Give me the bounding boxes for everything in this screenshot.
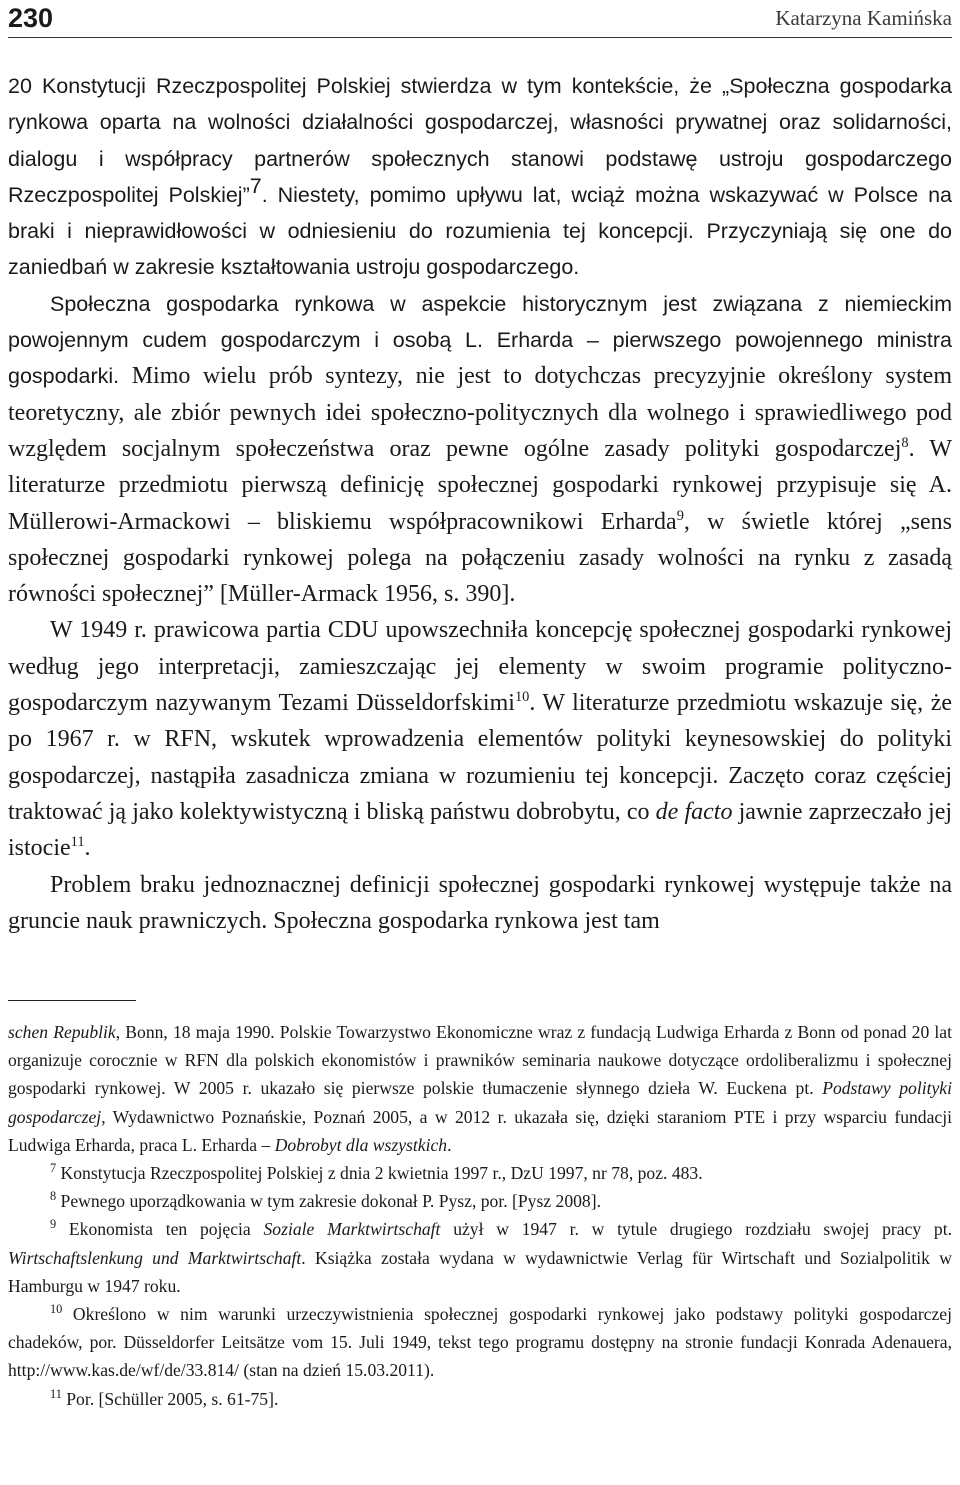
paragraph-2-text-cont2: . W literaturze przedmiotu pierwszą definicję społecznej gospodarki rynkowej przypisuje się A. Müllerowi-Armackowi – bliskiemu współpracownikowi Erharda [8,435,953,535]
footnote-9-text-2: użył w 1947 r. w tytule drugiego rozdziału swojej pracy pt. [440,1219,952,1240]
footnote-9-italic-2: Wirtschaftslenkung und Marktwirtschaft [8,1247,302,1268]
footnote-11-number: 11 [50,1386,62,1401]
footnote-ref-8[interactable]: 8 [901,434,909,451]
footnote-cont-italic-1: schen Republik [8,1022,116,1042]
paragraph-2-text-cont3: , w świetle której „sens społecznej gospodarki rynkowej polega na połączeniu zasady wolności na rynku z zasadą równości społecznej” [Müller-Armack 1956, s. 390]. [8,508,952,608]
paragraph-4-text: Problem braku jednoznacznej definicji społecznej gospodarki rynkowej występuje także na gruncie nauk prawniczych. Społeczna gospodarka rynkowa jest tam [8,871,952,934]
footnote-ref-11[interactable]: 11 [70,834,85,851]
footnote-7-number: 7 [50,1161,57,1176]
paragraph-2 [8,286,952,613]
footnote-9-text-3: . Książka została wydana w wydawnictwie Verlag für Wirtschaft und Sozialpolitik w Hamburgu w 1947 roku. [8,1247,952,1296]
header-rule [8,37,952,38]
paragraph-3-text-cont: . W literaturze przedmiotu wskazuje się, że po 1967 r. w RFN, wskutek wprowadzenia elementów polityki keynesowskiej do polityki gospodarczej, nastąpiła zasadnicza zmiana w rozumieniu tej koncepcji. Zaczęto coraz częściej traktować ją jako kolektywistyczną i bliską państwu dobrobytu, co [8,690,952,825]
paragraph-3 [8,612,952,866]
footnote-10 [8,1300,952,1385]
footnote-9-text-1: Ekonomista ten pojęcia [56,1219,264,1240]
footnote-cont-text-1: , Bonn, 18 maja 1990. Polskie Towarzystwo Ekonomiczne wraz z fundacją Ludwiga Erharda z Bonn od ponad 20 lat organizuje corocznie w RFN dla polskich ekonomistów i prawników seminaria naukowe dotyczące ordoliberalizmu i społecznej gospodarki rynkowej. W 2005 r. ukazało się pierwsze polskie tłumaczenie słynnego dzieła W. Euckena pt. [8,1022,952,1099]
paragraph-1-text: 20 Konstytucji Rzeczpospolitej Polskiej stwierdza w tym kontekście, że „Społeczna gospodarka rynkowa oparta na wolności działalności gospodarczej, własności prywatnej oraz solidarności, dialogu i współpracy partnerów społecznych stanowi podstawę ustroju gospodarczego Rzeczpospolitej Polskiej” [8,74,952,207]
paragraph-2-text-cont: Mimo wielu prób syntezy, nie jest to dotychczas precyzyjnie określony system teoretyczny, ale zbiór pewnych idei społeczno-politycznych dla wolnego i sprawiedliwego pod względem socjalnym społeczeństwa oraz pewne ogólne zasady polityki gospodarczej [8,363,952,462]
footnote-ref-7[interactable]: 7 [249,173,262,198]
footnote-ref-10[interactable]: 10 [514,689,530,706]
main-text [8,68,952,939]
footnote-9 [8,1215,952,1300]
paragraph-3-text: W 1949 r. prawicowa partia CDU upowszechniła koncepcję społecznej gospodarki rynkowej według jego interpretacji, zamieszczając jej elementy w swoim programie polityczno-gospodarczym nazywanym Tezami Düsseldorfskimi [8,617,952,717]
paragraph-4 [8,867,952,940]
footnote-7 [8,1159,952,1187]
paragraph-1-text-cont: . Niestety, pomimo upływu lat, wciąż można wskazywać w Polsce na braki i nieprawidłowości w odniesieniu do rozumienia tej koncepcji. Przyczyniają się one do zaniedbań w zakresie kształtowania ustroju gospodarczego. [8,182,952,280]
footnote-10-number: 10 [50,1302,63,1317]
italic-de-facto: de facto [655,798,733,825]
footnote-cont-text-3: . [447,1134,452,1155]
footnote-cont-text-2: , Wydawnictwo Poznańskie, Poznań 2005, a w 2012 r. ukazała się, dzięki staraniom PTE i przy wsparciu fundacji Ludwiga Erharda, praca L. Erharda – [8,1106,952,1155]
page-number: 230 [8,3,54,33]
paragraph-3-text-cont2: jawnie zaprzeczało jej istocie [8,798,953,862]
paragraph-3-text-end: . [84,835,91,862]
page-header [8,0,952,37]
footnote-cont-italic-2: Podstawy polityki gospodarczej [8,1078,952,1127]
footnote-9-italic-1: Soziale Marktwirtschaft [263,1219,441,1240]
paragraph-1 [8,68,952,286]
footnote-7-text: Konstytucja Rzeczpospolitej Polskiej z dnia 2 kwietnia 1997 r., DzU 1997, nr 78, poz. 483. [56,1163,703,1184]
running-head-author: Katarzyna Kamińska [775,6,952,30]
footnote-separator [8,1000,136,1001]
footnote-11-text: Por. [Schüller 2005, s. 61-75]. [61,1388,279,1409]
footnote-8 [8,1187,952,1215]
footnote-8-text: Pewnego uporządkowania w tym zakresie dokonał P. Pysz, por. [Pysz 2008]. [56,1191,601,1212]
footnote-10-text: Określono w nim warunki urzeczywistnienia społecznej gospodarki rynkowej jako podstawy polityki gospodarczej chadeków, por. Düsseldorfer Leitsätze vom 15. Juli 1949, tekst tego programu dostępny na stronie fundacji Konrada Adenauera, http://www.kas.de/wf/de/33.814/ (stan na dzień 15.03.2011). [8,1304,952,1381]
footnote-continuation [8,1018,952,1159]
footnote-9-number: 9 [50,1217,57,1232]
footnote-ref-9[interactable]: 9 [676,507,684,524]
footnote-cont-italic-3: Dobrobyt dla wszystkich [274,1134,448,1155]
footnote-11 [8,1385,952,1413]
paragraph-2-text: Społeczna gospodarka rynkowa w aspekcie historycznym jest związana z niemieckim powojennym cudem gospodarczym i osobą L. Erharda – pierwszego powojennego ministra gospodarki. [8,291,952,389]
footnote-8-number: 8 [50,1189,57,1204]
footnotes [8,1018,952,1413]
